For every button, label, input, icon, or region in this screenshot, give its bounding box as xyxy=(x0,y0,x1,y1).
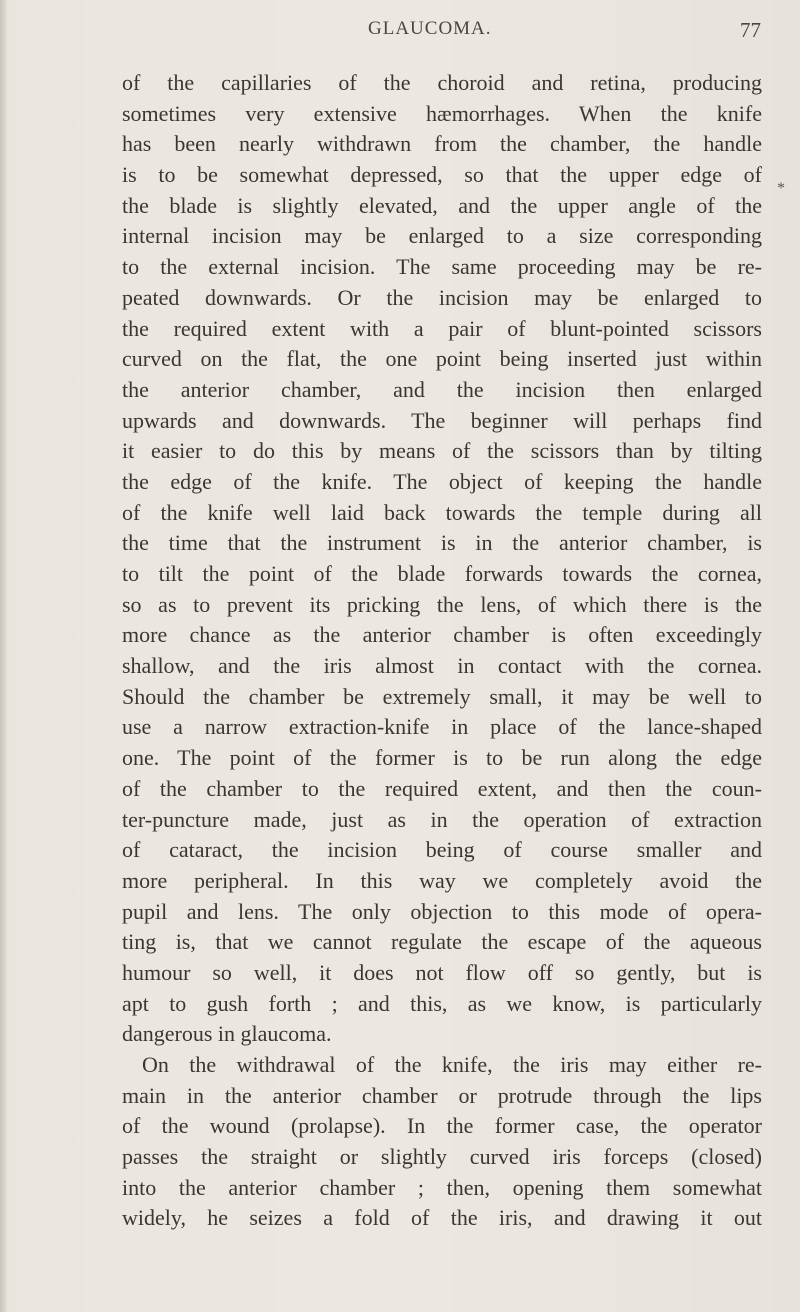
text-line: the blade is slightly elevated, and the upper angle of the xyxy=(122,192,762,218)
text-line: of the capillaries of the choroid and retina, producing xyxy=(122,70,762,95)
text-line: use a narrow extraction-knife in place of the lance-shaped xyxy=(122,714,762,740)
text-line: has been nearly withdrawn from the chamber, the handle xyxy=(122,131,762,157)
text-line: to the external incision. The same proceeding may be re- xyxy=(122,254,762,280)
text-line: peated downwards. Or the incision may be enlarged to xyxy=(122,284,762,310)
text-line: the required extent with a pair of blunt-pointed scissors xyxy=(122,315,762,341)
text-line: humour so well, it does not flow off so gently, but is xyxy=(122,959,762,985)
text-line: the anterior chamber, and the incision then enlarged xyxy=(122,376,762,402)
text-line: shallow, and the iris almost in contact with the cornea. xyxy=(122,653,762,679)
page-number: 77 xyxy=(740,18,761,42)
text-line: of the knife well laid back towards the temple during all xyxy=(122,499,762,525)
text-line: Should the chamber be extremely small, it may be well to xyxy=(122,683,762,709)
running-title: GLAUCOMA. xyxy=(368,18,492,39)
text-line: it easier to do this by means of the scissors than by tilting xyxy=(122,438,762,464)
text-line: more peripheral. In this way we completely avoid the xyxy=(122,867,762,893)
text-line: ting is, that we cannot regulate the escape of the aqueous xyxy=(122,929,762,955)
body-text xyxy=(122,68,762,1234)
text-line: passes the straight or slightly curved iris forceps (closed) xyxy=(122,1144,762,1170)
text-line: pupil and lens. The only objection to this mode of opera- xyxy=(122,898,762,924)
text-line: of the chamber to the required extent, and then the coun- xyxy=(122,775,762,801)
binding-edge xyxy=(0,0,6,1312)
text-line: curved on the flat, the one point being inserted just within xyxy=(122,346,762,372)
text-line-paragraph-end: dangerous in glaucoma. xyxy=(122,1021,332,1047)
text-line: is to be somewhat depressed, so that the upper edge of xyxy=(122,162,762,188)
text-line: ter-puncture made, just as in the operation of extraction xyxy=(122,806,762,832)
text-line: internal incision may be enlarged to a size corresponding xyxy=(122,223,762,249)
text-line: one. The point of the former is to be run along the edge xyxy=(122,745,762,771)
page-header xyxy=(0,18,800,48)
text-line: main in the anterior chamber or protrude through the lips xyxy=(122,1082,762,1108)
margin-mark: * xyxy=(777,180,785,197)
text-line: into the anterior chamber ; then, opening them somewhat xyxy=(122,1174,762,1200)
text-line: sometimes very extensive hæmorrhages. When the knife xyxy=(122,100,762,126)
text-line: of the wound (prolapse). In the former case, the operator xyxy=(122,1113,762,1139)
text-line-paragraph-start: On the withdrawal of the knife, the iris may either re- xyxy=(142,1052,762,1077)
text-line: widely, he seizes a fold of the iris, and drawing it out xyxy=(122,1205,762,1231)
text-line: to tilt the point of the blade forwards towards the cornea, xyxy=(122,561,762,586)
text-line: the time that the instrument is in the anterior chamber, is xyxy=(122,530,762,556)
text-line: apt to gush forth ; and this, as we know, is particularly xyxy=(122,990,762,1016)
text-line: upwards and downwards. The beginner will perhaps find xyxy=(122,407,762,433)
text-line: more chance as the anterior chamber is often exceedingly xyxy=(122,622,762,648)
text-line: the edge of the knife. The object of keeping the handle xyxy=(122,468,762,494)
text-line: so as to prevent its pricking the lens, of which there is the xyxy=(122,591,762,617)
text-line: of cataract, the incision being of course smaller and xyxy=(122,837,762,863)
